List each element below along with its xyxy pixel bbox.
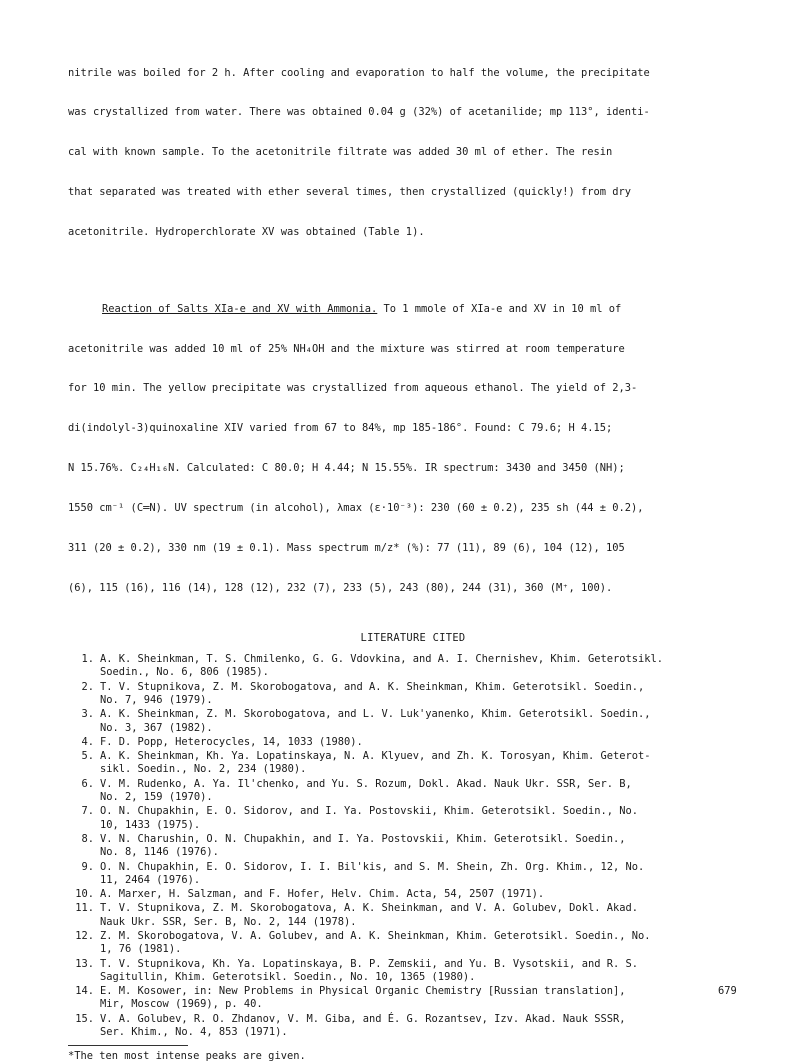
reference-text bbox=[100, 861, 758, 888]
reference-number: 14. bbox=[75, 985, 94, 998]
text-line: di(indolyl-3)quinoxaline XIV varied from 67 to 84%, mp 185-186°. Found: C 79.6; H 4.15; bbox=[68, 422, 613, 435]
page-body bbox=[68, 40, 758, 1064]
reference-item bbox=[68, 930, 758, 957]
footnote-rule bbox=[68, 1045, 188, 1046]
reference-text bbox=[100, 902, 758, 929]
reference-number: 10. bbox=[75, 888, 94, 901]
intro-paragraph bbox=[68, 40, 758, 266]
reference-item bbox=[68, 861, 758, 888]
reference-line: F. D. Popp, Heterocycles, 14, 1033 (1980). bbox=[100, 735, 363, 748]
reference-item bbox=[68, 1013, 758, 1040]
footnote: *The ten most intense peaks are given. bbox=[68, 1050, 306, 1063]
reference-line: O. N. Chupakhin, E. O. Sidorov, I. I. Bil'kis, and S. M. Shein, Zh. Org. Khim., 12, No. bbox=[100, 860, 645, 873]
text-line: acetonitrile was added 10 ml of 25% NH₄OH and the mixture was stirred at room temperature bbox=[68, 342, 625, 355]
reference-line: T. V. Stupnikova, Z. M. Skorobogatova, and A. K. Sheinkman, Khim. Geterotsikl. Soedin., bbox=[100, 680, 645, 693]
text-line: that separated was treated with ether several times, then crystallized (quickly!) from dry bbox=[68, 186, 632, 199]
reference-number: 15. bbox=[75, 1012, 94, 1025]
text-line: 311 (20 ± 0.2), 330 nm (19 ± 0.1). Mass spectrum m/z* (%): 77 (11), 89 (6), 104 (12), 105 bbox=[68, 541, 625, 554]
text-line: 1550 cm⁻¹ (C═N). UV spectrum (in alcohol), λmax (ε·10⁻³): 230 (60 ± 0.2), 235 sh (44 ± 0.2), bbox=[68, 502, 644, 515]
reference-text bbox=[100, 778, 758, 805]
reference-line: A. K. Sheinkman, Kh. Ya. Lopatinskaya, N. A. Klyuev, and Zh. K. Torosyan, Khim. Geterot- bbox=[100, 750, 651, 763]
reference-line: Soedin., No. 6, 806 (1985). bbox=[100, 666, 269, 679]
reference-number: 3. bbox=[81, 708, 94, 721]
reference-text bbox=[100, 681, 758, 708]
reference-item bbox=[68, 708, 758, 735]
reference-list bbox=[68, 653, 758, 1039]
reference-line: No. 7, 946 (1979). bbox=[100, 693, 213, 706]
reference-line: sikl. Soedin., No. 2, 234 (1980). bbox=[100, 763, 307, 776]
reference-number: 11. bbox=[75, 902, 94, 915]
text-line bbox=[68, 303, 758, 316]
text-line: N 15.76%. C₂₄H₁₆N. Calculated: C 80.0; H 4.44; N 15.55%. IR spectrum: 3430 and 3450 (NH); bbox=[68, 462, 625, 475]
literature-heading: LITERATURE CITED bbox=[360, 631, 466, 644]
text-line: acetonitrile. Hydroperchlorate XV was obtained (Table 1). bbox=[68, 226, 425, 239]
reference-line: 10, 1433 (1975). bbox=[100, 818, 201, 831]
reference-line: A. K. Sheinkman, Z. M. Skorobogatova, and L. V. Luk'yanenko, Khim. Geterotsikl. Soedin., bbox=[100, 708, 651, 721]
reference-text bbox=[100, 930, 758, 957]
reference-line: V. N. Charushin, O. N. Chupakhin, and I. Ya. Postovskii, Khim. Geterotsikl. Soedin., bbox=[100, 832, 626, 845]
reference-text bbox=[100, 750, 758, 777]
reference-item bbox=[68, 681, 758, 708]
reference-text bbox=[100, 736, 758, 749]
reference-item bbox=[68, 985, 758, 1012]
reference-text bbox=[100, 985, 758, 1012]
text-line: for 10 min. The yellow precipitate was crystallized from aqueous ethanol. The yield of 2,3- bbox=[68, 382, 638, 395]
reference-text bbox=[100, 888, 758, 901]
reference-item bbox=[68, 902, 758, 929]
reference-line: Ser. Khim., No. 4, 853 (1971). bbox=[100, 1026, 288, 1039]
text-line: cal with known sample. To the acetonitrile filtrate was added 30 ml of ether. The resin bbox=[68, 146, 613, 159]
reference-line: T. V. Stupnikova, Kh. Ya. Lopatinskaya, B. P. Zemskii, and Yu. B. Vysotskii, and R. S. bbox=[100, 957, 638, 970]
reference-number: 13. bbox=[75, 957, 94, 970]
reference-line: A. K. Sheinkman, T. S. Chmilenko, G. G. Vdovkina, and A. I. Chernishev, Khim. Geterotsikl. bbox=[100, 653, 664, 666]
reference-line: V. A. Golubev, R. O. Zhdanov, V. M. Giba, and É. G. Rozantsev, Izv. Akad. Nauk SSSR, bbox=[100, 1012, 626, 1025]
reference-line: O. N. Chupakhin, E. O. Sidorov, and I. Ya. Postovskii, Khim. Geterotsikl. Soedin., No. bbox=[100, 805, 638, 818]
reference-number: 1. bbox=[81, 653, 94, 666]
reference-line: E. M. Kosower, in: New Problems in Physical Organic Chemistry [Russian translation], bbox=[100, 985, 626, 998]
reference-line: V. M. Rudenko, A. Ya. Il'chenko, and Yu. S. Rozum, Dokl. Akad. Nauk Ukr. SSR, Ser. B, bbox=[100, 777, 632, 790]
reference-line: No. 2, 159 (1970). bbox=[100, 791, 213, 804]
section-heading: Reaction of Salts XIa-e and XV with Ammonia. bbox=[102, 302, 378, 315]
reference-number: 6. bbox=[81, 777, 94, 790]
reference-line: Nauk Ukr. SSR, Ser. B, No. 2, 144 (1978). bbox=[100, 915, 357, 928]
reference-line: Sagitullin, Khim. Geterotsikl. Soedin., No. 10, 1365 (1980). bbox=[100, 970, 476, 983]
reference-item bbox=[68, 750, 758, 777]
reference-line: Mir, Moscow (1969), p. 40. bbox=[100, 998, 263, 1011]
reference-line: No. 8, 1146 (1976). bbox=[100, 846, 219, 859]
reference-line: Z. M. Skorobogatova, V. A. Golubev, and A. K. Sheinkman, Khim. Geterotsikl. Soedin., No. bbox=[100, 930, 651, 942]
text-line: was crystallized from water. There was obtained 0.04 g (32%) of acetanilide; mp 113°, identi- bbox=[68, 106, 650, 119]
reference-line: T. V. Stupnikova, Z. M. Skorobogatova, A. K. Sheinkman, and V. A. Golubev, Dokl. Akad. bbox=[100, 902, 638, 915]
reference-line: 1, 76 (1981). bbox=[100, 943, 182, 956]
reference-line: 11, 2464 (1976). bbox=[100, 873, 201, 886]
reference-text bbox=[100, 653, 758, 680]
reference-line: A. Marxer, H. Salzman, and F. Hofer, Helv. Chim. Acta, 54, 2507 (1971). bbox=[100, 888, 545, 901]
reference-text bbox=[100, 833, 758, 860]
ammonia-reaction-paragraph bbox=[68, 276, 758, 622]
reference-text bbox=[100, 708, 758, 735]
reference-text bbox=[100, 1013, 758, 1040]
reference-item bbox=[68, 778, 758, 805]
reference-text bbox=[100, 805, 758, 832]
reference-item bbox=[68, 736, 758, 749]
reference-number: 4. bbox=[81, 735, 94, 748]
text-line: nitrile was boiled for 2 h. After cooling and evaporation to half the volume, the precipitate bbox=[68, 66, 650, 79]
text-line: (6), 115 (16), 116 (14), 128 (12), 232 (7), 233 (5), 243 (80), 244 (31), 360 (M⁺, 100). bbox=[68, 581, 613, 594]
reference-item bbox=[68, 833, 758, 860]
reference-number: 5. bbox=[81, 750, 94, 763]
reference-item bbox=[68, 653, 758, 680]
reference-text bbox=[100, 958, 758, 985]
reference-item bbox=[68, 805, 758, 832]
reference-line: No. 3, 367 (1982). bbox=[100, 721, 213, 734]
reference-number: 12. bbox=[75, 930, 94, 942]
reference-number: 7. bbox=[81, 805, 94, 818]
reference-number: 2. bbox=[81, 680, 94, 693]
reference-number: 9. bbox=[81, 860, 94, 873]
reference-item bbox=[68, 888, 758, 901]
reference-number: 8. bbox=[81, 832, 94, 845]
section-first-line: To 1 mmole of XIa-e and XV in 10 ml of bbox=[377, 302, 622, 315]
reference-item bbox=[68, 958, 758, 985]
page-number: 679 bbox=[718, 985, 737, 997]
